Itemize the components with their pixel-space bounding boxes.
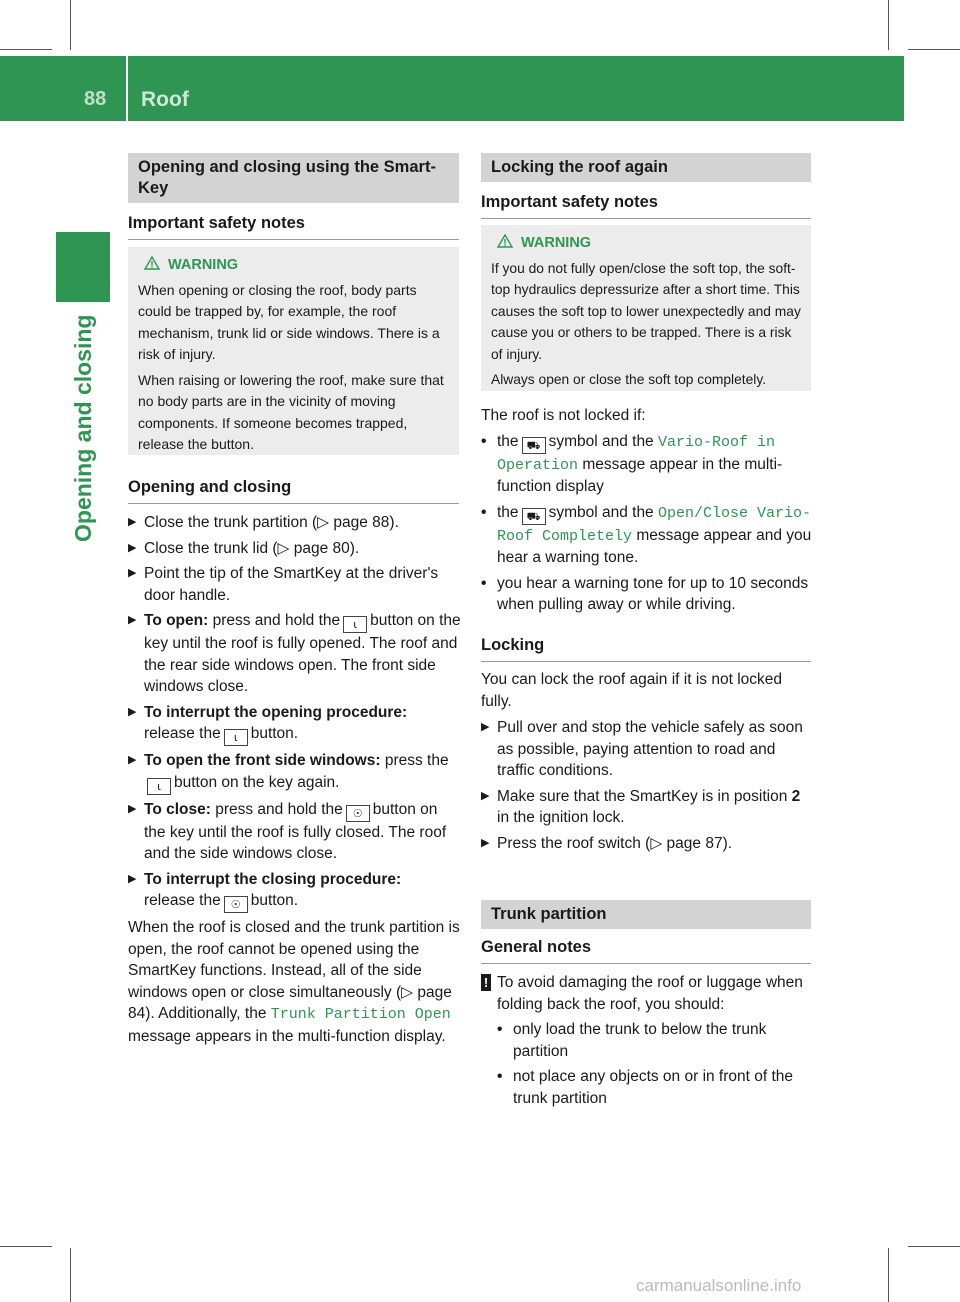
crop-mark xyxy=(888,0,889,50)
step-label: To close: xyxy=(144,800,211,818)
side-tab-block xyxy=(56,232,110,302)
list-item xyxy=(128,610,462,698)
unlock-icon: ⍳ xyxy=(343,616,367,633)
step-text: Close the trunk partition (▷ page 88). xyxy=(144,514,399,531)
list-item xyxy=(128,512,462,534)
step-text: press the xyxy=(384,752,449,769)
notice-block xyxy=(481,972,813,1113)
step-text: button. xyxy=(250,892,299,909)
notice xyxy=(481,972,813,1109)
list-item xyxy=(481,717,813,782)
arrow-right-icon: ▶ xyxy=(128,705,137,718)
paragraph-text: When the roof is closed and the trunk partition is open, the roof cannot be opened using the SmartKey functions. Instead, all of the side windows open or close simultaneously (▷ page 84). Additionally, the xyxy=(128,919,460,1022)
arrow-right-icon: ▶ xyxy=(128,872,137,885)
bullet-text: symbol and the xyxy=(548,503,654,521)
arrow-right-icon: ▶ xyxy=(128,541,137,554)
list-item xyxy=(128,799,462,865)
step-label: To interrupt the opening procedure: xyxy=(144,703,408,721)
display-message: Open/Close Vario-Roof Completely xyxy=(497,504,812,545)
bullet-text: symbol and the xyxy=(548,432,654,450)
arrow-right-icon: ▶ xyxy=(128,614,137,626)
step-text: Close the trunk lid (▷ page 80). xyxy=(144,539,360,557)
warning-text: Always open or close the soft top completely. xyxy=(491,372,767,387)
step-label: To open: xyxy=(144,612,209,629)
step-label: To interrupt the closing procedure: xyxy=(144,870,402,888)
step-text: Point the tip of the SmartKey at the driver's door handle. xyxy=(144,565,439,604)
step-text: Make sure that the SmartKey is in position xyxy=(497,787,788,805)
step-text: release the xyxy=(144,725,221,742)
unlock-icon: ⍳ xyxy=(147,778,171,795)
general-notes-heading: General notes xyxy=(481,938,811,964)
list-item xyxy=(128,869,462,914)
crop-mark xyxy=(0,49,52,50)
unlock-icon: ⍳ xyxy=(224,729,248,746)
list-item xyxy=(128,702,462,747)
warning-text: When opening or closing the roof, body parts could be trapped by, for example, the roof mechanism, trunk lid or side windows. There is a risk of injury. xyxy=(138,281,440,362)
crop-mark xyxy=(888,1248,889,1302)
list-item xyxy=(481,573,813,616)
step-text: Press the roof switch (▷ page 87). xyxy=(497,834,733,852)
list-item xyxy=(481,502,813,569)
notice-text: To avoid damaging the roof or luggage when folding back the roof, you should: xyxy=(497,974,803,1013)
position-number: 2 xyxy=(791,787,801,805)
arrow-right-icon: ▶ xyxy=(128,567,137,579)
left-steps xyxy=(128,512,462,1047)
watermark: carmanualsonline.info xyxy=(636,1276,802,1295)
arrow-right-icon: ▶ xyxy=(481,836,490,849)
bullet-text: message appear and you hear a warning tone. xyxy=(497,526,812,566)
paragraph-text: The roof is not locked if: xyxy=(481,407,646,424)
lock-icon: ☉ xyxy=(346,805,370,822)
bullet: • xyxy=(481,432,487,450)
bullet-text: not place any objects on or in front of the trunk partition xyxy=(513,1068,794,1107)
warning-triangle-icon xyxy=(497,234,513,256)
bullet: • xyxy=(481,503,487,521)
side-tab xyxy=(70,314,124,560)
right-warning-box xyxy=(481,225,811,391)
crop-mark xyxy=(70,0,71,50)
list-item xyxy=(481,786,813,829)
warning-title-text: WARNING xyxy=(521,235,592,251)
closing-paragraph xyxy=(128,917,462,1047)
display-message: Vario-Roof in Operation xyxy=(497,433,776,474)
paragraph-text: You can lock the roof again if it is not locked fully. xyxy=(481,671,783,710)
list-item xyxy=(481,431,813,498)
right-not-locked xyxy=(481,405,813,620)
crop-mark xyxy=(908,1246,960,1247)
arrow-right-icon: ▶ xyxy=(128,802,137,815)
arrow-right-icon: ▶ xyxy=(128,516,137,528)
locking-heading: Locking xyxy=(481,636,811,662)
opening-closing-heading: Opening and closing xyxy=(128,478,459,504)
bullet: • xyxy=(497,1021,503,1038)
list-item xyxy=(497,1066,813,1109)
arrow-right-icon: ▶ xyxy=(128,754,137,766)
list-item xyxy=(481,833,813,855)
bullet-text: message appear in the multi-function display xyxy=(497,455,783,495)
step-text: button. xyxy=(250,725,299,742)
header-bar xyxy=(0,56,904,121)
warning-title xyxy=(138,255,449,277)
crop-mark xyxy=(0,1246,52,1247)
step-text: press and hold the xyxy=(212,612,341,629)
crop-mark xyxy=(70,1248,71,1302)
bullet-text: the xyxy=(497,503,519,521)
header-divider xyxy=(126,56,128,121)
bullet-text: the xyxy=(497,432,519,450)
car-icon: ⛟ xyxy=(522,508,546,525)
step-text: button on the key again. xyxy=(174,773,340,791)
step-text: Pull over and stop the vehicle safely as soon as possible, paying attention to road and traffic conditions. xyxy=(497,719,803,779)
lock-icon: ☉ xyxy=(224,896,248,913)
list-item xyxy=(128,750,462,795)
bullet-text: you hear a warning tone for up to 10 seconds when pulling away or while driving. xyxy=(497,574,809,613)
step-text: press and hold the xyxy=(215,800,343,818)
side-tab-label: Opening and closing xyxy=(70,314,96,542)
page-title: Roof xyxy=(141,88,189,111)
warning-title-text: WARNING xyxy=(168,257,239,273)
warning-text: When raising or lowering the roof, make sure that no body parts are in the vicinity of moving components. If someone becomes trapped, release the button. xyxy=(138,371,444,452)
display-message: Trunk Partition Open xyxy=(270,1006,451,1023)
warning-triangle-icon xyxy=(144,256,160,278)
warning-title xyxy=(491,233,801,255)
step-text: release the xyxy=(144,892,221,909)
paragraph-text: message appears in the multi-function display. xyxy=(128,1027,446,1045)
bullet-text: only load the trunk to below the trunk partition xyxy=(513,1021,767,1060)
left-section-title: Opening and closing using the Smart-Key xyxy=(128,153,459,203)
list-item xyxy=(128,538,462,560)
notice-icon: ! xyxy=(481,974,491,991)
arrow-right-icon: ▶ xyxy=(481,721,490,733)
warning-text: If you do not fully open/close the soft top, the soft-top hydraulics depressurize after a short time. This causes the soft top to lower unexpectedly and may cause you or others to be trapped. There is a risk of injury. xyxy=(491,260,801,362)
left-warning-box xyxy=(128,247,459,455)
right-section-title: Locking the roof again xyxy=(481,153,811,182)
car-icon: ⛟ xyxy=(522,437,546,454)
list-item xyxy=(497,1019,813,1062)
right-safety-heading: Important safety notes xyxy=(481,193,811,219)
step-text: button on the key until the roof is fully opened. The roof and the rear side windows open. The front side windows close. xyxy=(144,612,461,695)
crop-mark xyxy=(908,49,960,50)
bullet: • xyxy=(481,574,487,592)
page-number: 88 xyxy=(84,88,107,110)
bullet: • xyxy=(497,1068,503,1085)
trunk-partition-title: Trunk partition xyxy=(481,900,811,929)
list-item xyxy=(128,563,462,606)
left-safety-heading: Important safety notes xyxy=(128,214,459,240)
arrow-right-icon: ▶ xyxy=(481,789,490,802)
step-text: in the ignition lock. xyxy=(497,809,625,826)
step-label: To open the front side windows: xyxy=(144,752,381,769)
locking-steps xyxy=(481,669,813,858)
step-text: button on the key until the roof is fully closed. The roof and the side windows close. xyxy=(144,800,447,862)
